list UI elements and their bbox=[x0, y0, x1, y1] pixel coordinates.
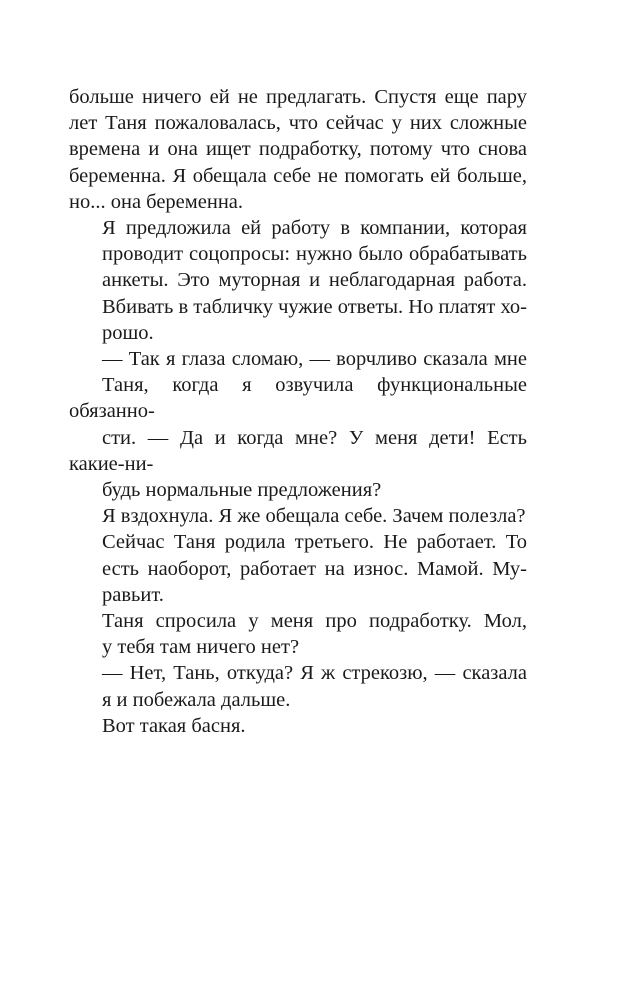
text-line: я и побежала дальше. bbox=[102, 688, 291, 711]
text-line: у тебя там ничего нет? bbox=[102, 636, 300, 659]
paragraph bbox=[69, 660, 527, 712]
text-line: есть наоборот, работает на износ. Мамой. Му- bbox=[102, 557, 527, 580]
text-line: беременна. Я обещала себе не помогать ей больше, bbox=[69, 164, 527, 187]
text-line: рошо. bbox=[102, 321, 154, 344]
paragraph bbox=[69, 713, 527, 739]
text-line: сти. — Да и когда мне? У меня дети! Есть какие-ни- bbox=[69, 426, 527, 475]
text-line: — Так я глаза сломаю, — ворчливо сказала мне bbox=[102, 348, 527, 371]
text-line: Сейчас Таня родила третьего. Не работает. То bbox=[102, 531, 527, 554]
body-text bbox=[69, 84, 527, 739]
text-line: Таня спросила у меня про подработку. Мол, bbox=[102, 610, 527, 633]
text-line: Вбивать в табличку чужие ответы. Но платят хо- bbox=[102, 295, 527, 318]
paragraph bbox=[69, 529, 527, 608]
text-line: проводит соцопросы: нужно было обрабатывать bbox=[102, 243, 527, 266]
text-line: анкеты. Это муторная и неблагодарная работа. bbox=[102, 269, 527, 292]
text-line: Таня, когда я озвучила функциональные обязанно- bbox=[69, 374, 527, 423]
text-line: Я вздохнула. Я же обещала себе. Зачем полезла? bbox=[102, 505, 526, 528]
paragraph bbox=[69, 608, 527, 660]
text-line: будь нормальные предложения? bbox=[102, 479, 382, 502]
paragraph bbox=[69, 84, 527, 215]
paragraph bbox=[69, 215, 527, 346]
paragraph bbox=[69, 346, 527, 503]
text-line: — Нет, Тань, откуда? Я ж стрекозю, — сказала bbox=[102, 662, 527, 685]
text-line: больше ничего ей не предлагать. Спустя еще пару bbox=[69, 86, 527, 108]
text-line: лет Таня пожаловалась, что сейчас у них сложные bbox=[69, 112, 527, 135]
text-line: Я предложила ей работу в компании, которая bbox=[102, 217, 527, 240]
paragraph bbox=[69, 503, 527, 529]
text-line: равьит. bbox=[102, 583, 164, 606]
text-line: времена и она ищет подработку, потому что снова bbox=[69, 138, 527, 161]
text-line: но... она беременна. bbox=[69, 190, 244, 213]
text-line: Вот такая басня. bbox=[102, 714, 246, 737]
